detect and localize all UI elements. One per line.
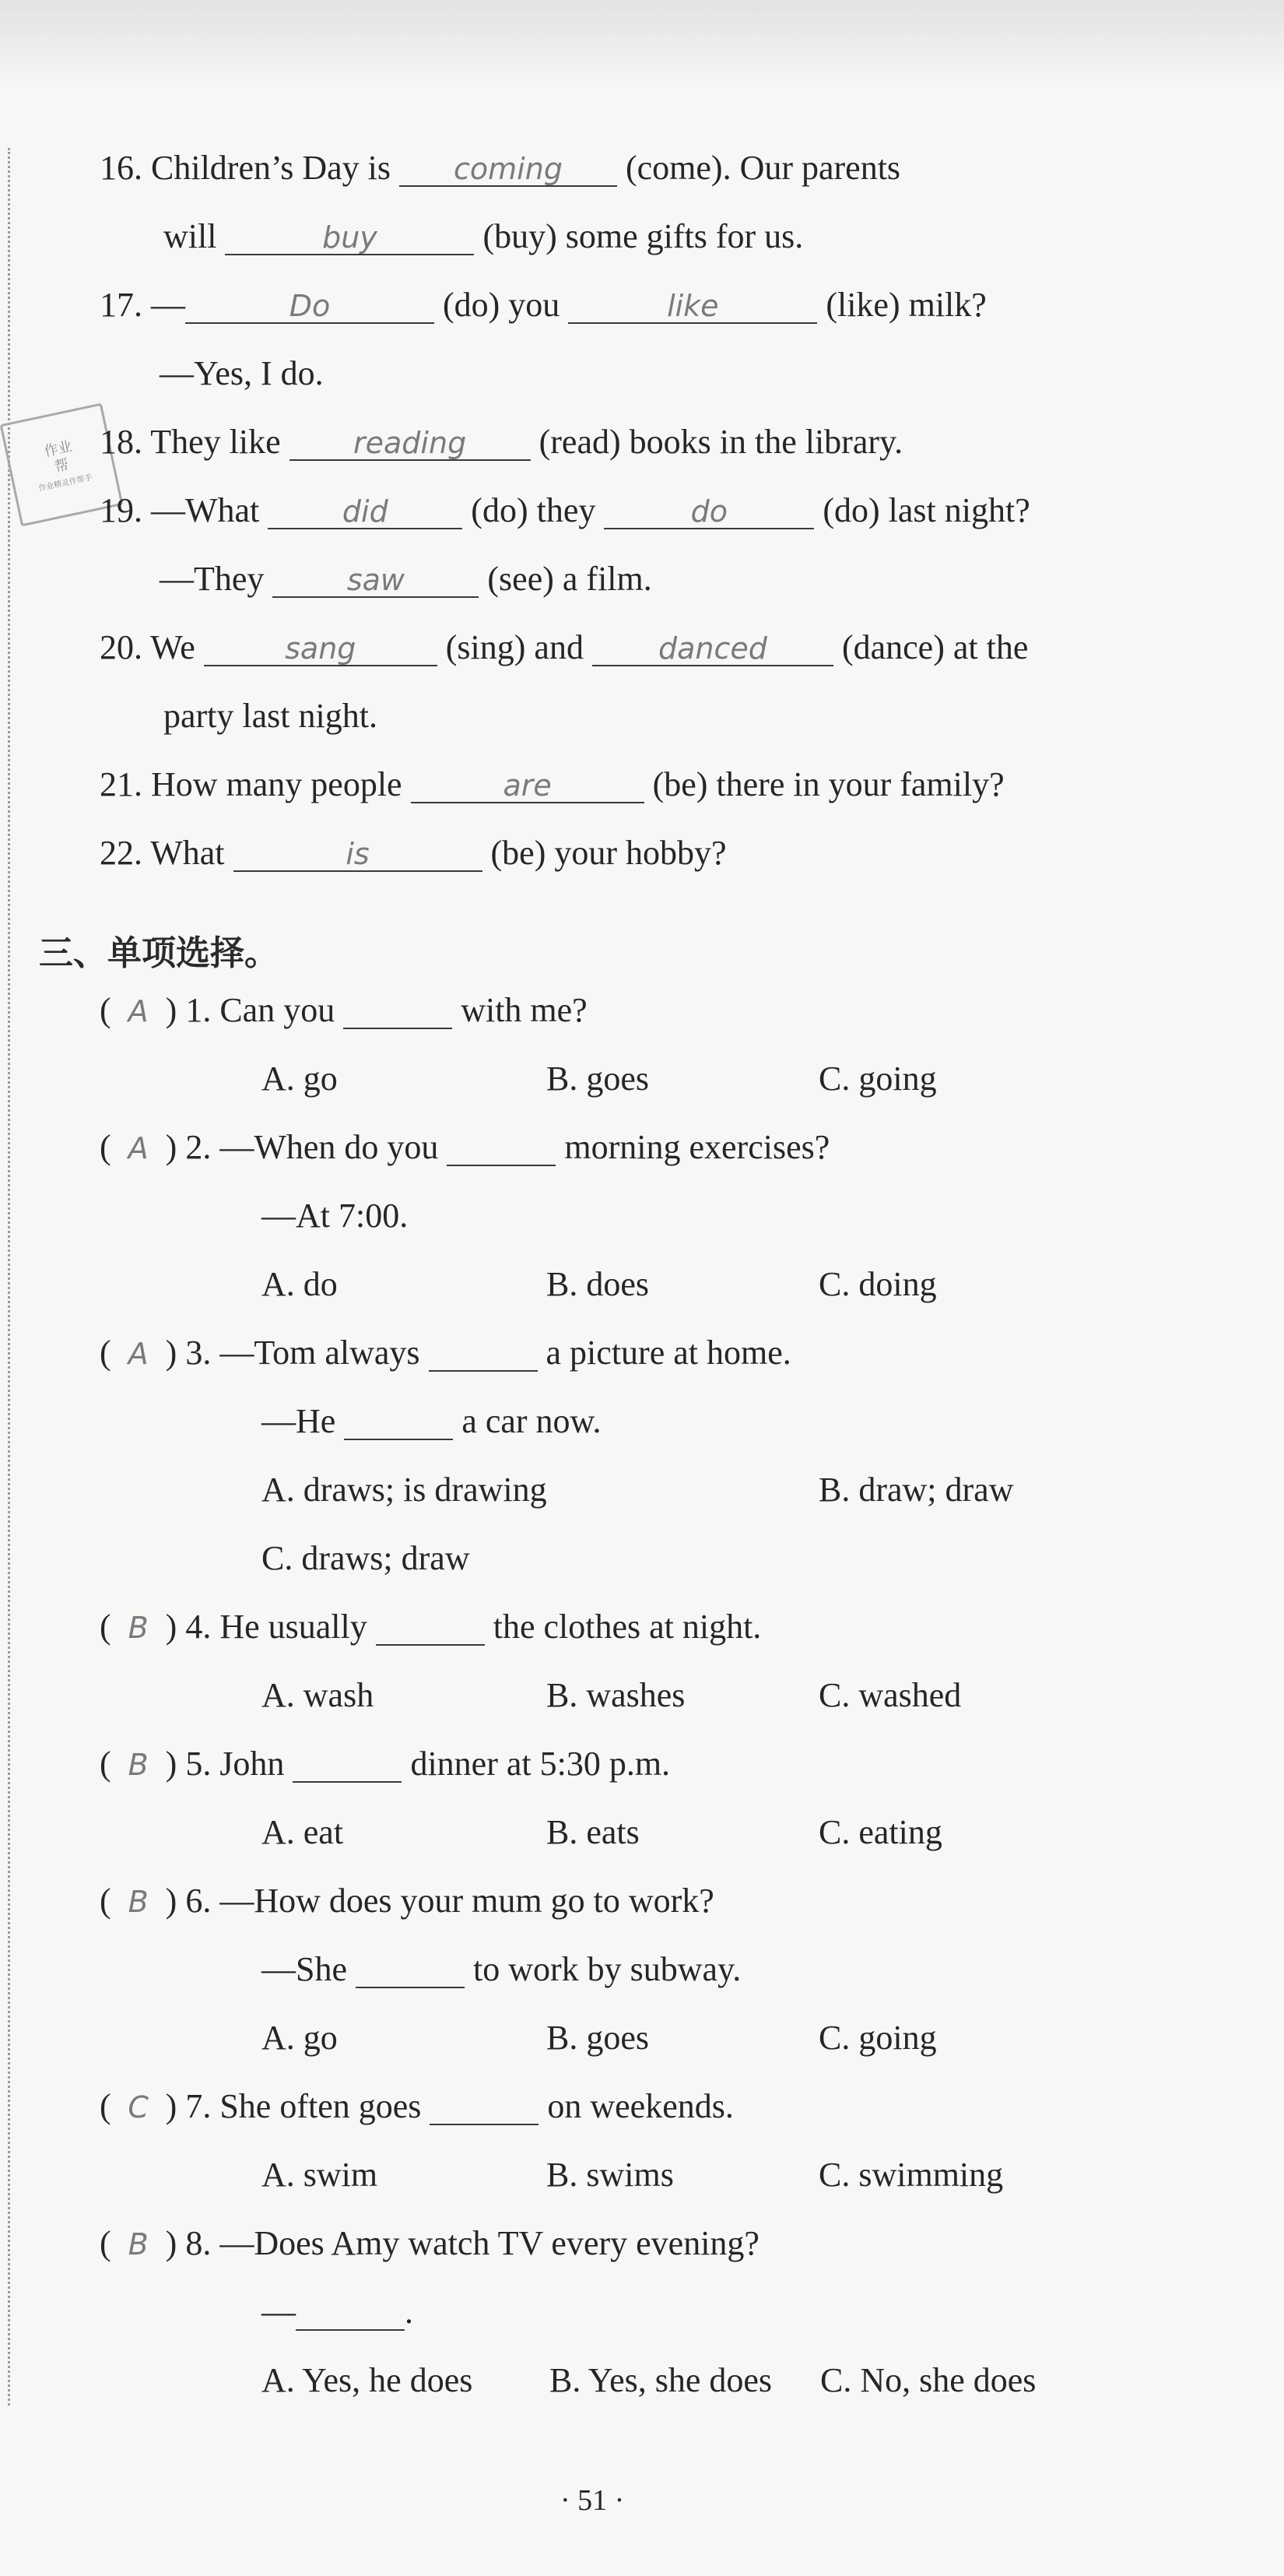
item-text: (do) last night? xyxy=(823,491,1030,529)
choice-question-1: ( A ) 1. Can you with me? xyxy=(100,991,588,1029)
question-blank xyxy=(376,1610,485,1646)
question-text: . xyxy=(405,2293,413,2331)
question-number: 1. xyxy=(185,991,212,1029)
choice-question-7: ( C ) 7. She often goes on weekends. xyxy=(100,2087,734,2125)
item-text: (buy) some gifts for us. xyxy=(482,217,804,255)
item-text: How many people xyxy=(151,765,402,803)
fill-item-16 xyxy=(100,151,900,187)
choice-answer[interactable]: A xyxy=(128,994,149,1028)
answer-blank[interactable] xyxy=(289,425,531,461)
question-text: He usually xyxy=(219,1608,367,1646)
question-reply xyxy=(261,1952,741,1988)
binding-dotted-line xyxy=(8,148,10,2406)
option: A. swim xyxy=(261,2156,378,2194)
option: A. do xyxy=(261,1265,338,1303)
item-text: Children’s Day is xyxy=(151,149,391,187)
question-blank xyxy=(356,1952,465,1988)
handwritten-answer: Do xyxy=(289,289,331,323)
choice-question-3: ( A ) 3. —Tom always a picture at home. xyxy=(100,1334,791,1372)
choice-question-8: ( B ) 8. —Does Amy watch TV every evening? xyxy=(100,2224,760,2262)
option: A. wash xyxy=(261,1676,374,1714)
question-text: —Does Amy watch TV every evening? xyxy=(219,2224,760,2262)
question-text: to work by subway. xyxy=(473,1950,742,1988)
item-number: 16. xyxy=(100,149,142,187)
option: A. eat xyxy=(261,1813,344,1851)
option: B. goes xyxy=(546,1060,649,1098)
question-blank xyxy=(429,1336,538,1372)
item-text: What xyxy=(150,834,225,872)
handwritten-answer: danced xyxy=(658,631,767,666)
choice-question-6: ( B ) 6. —How does your mum go to work? xyxy=(100,1882,714,1920)
answer-blank[interactable] xyxy=(268,494,462,529)
question-text: —She xyxy=(261,1950,347,1988)
handwritten-answer: coming xyxy=(454,152,563,186)
question-text: She often goes xyxy=(219,2087,422,2125)
question-text: morning exercises? xyxy=(564,1128,830,1166)
item-text: — xyxy=(151,286,185,324)
fill-item-21 xyxy=(100,765,1005,803)
question-blank xyxy=(343,993,452,1029)
answer-blank[interactable] xyxy=(225,220,474,255)
question-number: 5. xyxy=(185,1745,212,1783)
handwritten-answer: saw xyxy=(346,563,405,597)
fill-item-16-cont xyxy=(163,217,804,255)
item-text: (do) they xyxy=(471,491,596,529)
question-number: 6. xyxy=(185,1882,212,1920)
question-text: —He xyxy=(261,1402,336,1440)
answer-blank[interactable] xyxy=(399,151,617,187)
option: C. going xyxy=(819,1060,937,1098)
option: A. draws; is drawing xyxy=(261,1471,547,1509)
item-text: —They xyxy=(160,560,265,598)
page-number: · 51 · xyxy=(560,2484,625,2517)
option: C. doing xyxy=(819,1265,937,1303)
item-text: party last night. xyxy=(163,697,377,735)
question-number: 4. xyxy=(185,1608,212,1646)
choice-answer[interactable]: B xyxy=(128,1885,149,1919)
handwritten-answer: like xyxy=(667,289,719,323)
fill-item-20-cont xyxy=(163,699,377,733)
question-number: 7. xyxy=(185,2087,212,2125)
item-text: (sing) and xyxy=(445,628,584,666)
option: B. goes xyxy=(546,2019,649,2057)
question-blank xyxy=(344,1404,453,1440)
item-text: will xyxy=(163,217,217,255)
scan-shadow xyxy=(0,0,1284,86)
item-text: (like) milk? xyxy=(826,286,987,324)
item-text: (do) you xyxy=(443,286,560,324)
section-title: 三、单项选择。 xyxy=(39,933,279,973)
question-text: — xyxy=(261,2293,296,2331)
item-text: They like xyxy=(150,423,281,461)
option: B. Yes, she does xyxy=(549,2361,773,2399)
item-text: (be) there in your family? xyxy=(652,765,1005,803)
item-number: 19. xyxy=(100,491,142,529)
question-text: —Tom always xyxy=(219,1334,420,1372)
question-blank xyxy=(447,1130,556,1166)
option: B. washes xyxy=(546,1676,686,1714)
question-text: dinner at 5:30 p.m. xyxy=(410,1745,671,1783)
option: B. swims xyxy=(546,2156,674,2194)
handwritten-answer: did xyxy=(342,494,388,529)
option: C. No, she does xyxy=(820,2361,1037,2399)
option: A. go xyxy=(261,1060,338,1098)
question-number: 3. xyxy=(185,1334,212,1372)
option: A. Yes, he does xyxy=(261,2361,473,2399)
question-number: 8. xyxy=(185,2224,212,2262)
item-number: 20. xyxy=(100,628,142,666)
question-blank xyxy=(430,2089,539,2125)
choice-answer[interactable]: A xyxy=(128,1131,149,1165)
question-text: Can you xyxy=(219,991,335,1029)
question-text: the clothes at night. xyxy=(493,1608,762,1646)
item-number: 21. xyxy=(100,765,142,803)
answer-blank[interactable] xyxy=(233,836,482,872)
answer-blank[interactable] xyxy=(604,494,814,529)
item-number: 17. xyxy=(100,286,142,324)
item-number: 22. xyxy=(100,834,142,872)
question-text: on weekends. xyxy=(547,2087,734,2125)
handwritten-answer: buy xyxy=(322,220,377,255)
answer-blank[interactable] xyxy=(185,288,434,324)
option: C. going xyxy=(819,2019,937,2057)
option: C. washed xyxy=(819,1676,962,1714)
answer-blank[interactable] xyxy=(568,288,817,324)
item-text: —What xyxy=(151,491,260,529)
question-blank xyxy=(293,1747,402,1783)
choice-answer[interactable]: C xyxy=(128,2090,149,2124)
answer-blank[interactable] xyxy=(272,562,479,598)
option: C. swimming xyxy=(819,2156,1004,2194)
question-reply xyxy=(261,2295,413,2331)
handwritten-answer: do xyxy=(690,494,728,529)
choice-question-2: ( A ) 2. —When do you morning exercises? xyxy=(100,1128,830,1166)
question-blank xyxy=(296,2295,405,2331)
option: B. does xyxy=(546,1265,649,1303)
question-text: —When do you xyxy=(219,1128,439,1166)
item-text: (see) a film. xyxy=(487,560,652,598)
answer-blank[interactable] xyxy=(592,631,833,666)
question-reply xyxy=(261,1404,601,1440)
fill-item-19-reply xyxy=(160,562,652,598)
option: C. draws; draw xyxy=(261,1539,470,1577)
question-text: —How does your mum go to work? xyxy=(219,1882,714,1920)
fill-item-17 xyxy=(100,288,987,324)
item-text: We xyxy=(150,628,195,666)
choice-question-5: ( B ) 5. John dinner at 5:30 p.m. xyxy=(100,1745,671,1783)
answer-blank[interactable] xyxy=(411,768,644,803)
option: C. eating xyxy=(819,1813,942,1851)
item-text: —Yes, I do. xyxy=(160,354,324,392)
stamp-text-1: 作业 xyxy=(43,438,74,461)
item-text: (read) books in the library. xyxy=(539,423,903,461)
choice-question-4: ( B ) 4. He usually the clothes at night. xyxy=(100,1608,762,1646)
handwritten-answer: sang xyxy=(285,631,356,666)
question-text: a car now. xyxy=(461,1402,602,1440)
fill-item-18 xyxy=(100,425,903,461)
item-text: (be) your hobby? xyxy=(490,834,727,872)
item-text: (come). Our parents xyxy=(625,149,901,187)
handwritten-answer: reading xyxy=(353,426,467,460)
choice-answer[interactable]: B xyxy=(128,1611,149,1645)
choice-answer[interactable]: B xyxy=(128,2227,149,2261)
fill-item-17-reply xyxy=(160,354,324,392)
fill-item-20 xyxy=(100,628,1029,666)
question-text: John xyxy=(219,1745,285,1783)
question-number: 2. xyxy=(185,1128,212,1166)
option: B. eats xyxy=(546,1813,640,1851)
choice-answer[interactable]: A xyxy=(128,1337,149,1371)
stamp-text-3: 作业精灵作帮手 xyxy=(37,473,93,494)
choice-answer[interactable]: B xyxy=(128,1748,149,1782)
stamp-text-2: 帮 xyxy=(53,456,71,476)
handwritten-answer: are xyxy=(503,768,552,803)
answer-blank[interactable] xyxy=(204,631,437,666)
fill-item-19 xyxy=(100,491,1030,529)
option: A. go xyxy=(261,2019,338,2057)
item-number: 18. xyxy=(100,423,142,461)
question-text: with me? xyxy=(461,991,588,1029)
handwritten-answer: is xyxy=(346,837,370,871)
option: B. draw; draw xyxy=(819,1471,1014,1509)
question-text: a picture at home. xyxy=(546,1334,791,1372)
fill-item-22 xyxy=(100,836,727,872)
item-text: (dance) at the xyxy=(841,628,1029,666)
question-reply: —At 7:00. xyxy=(261,1197,409,1235)
